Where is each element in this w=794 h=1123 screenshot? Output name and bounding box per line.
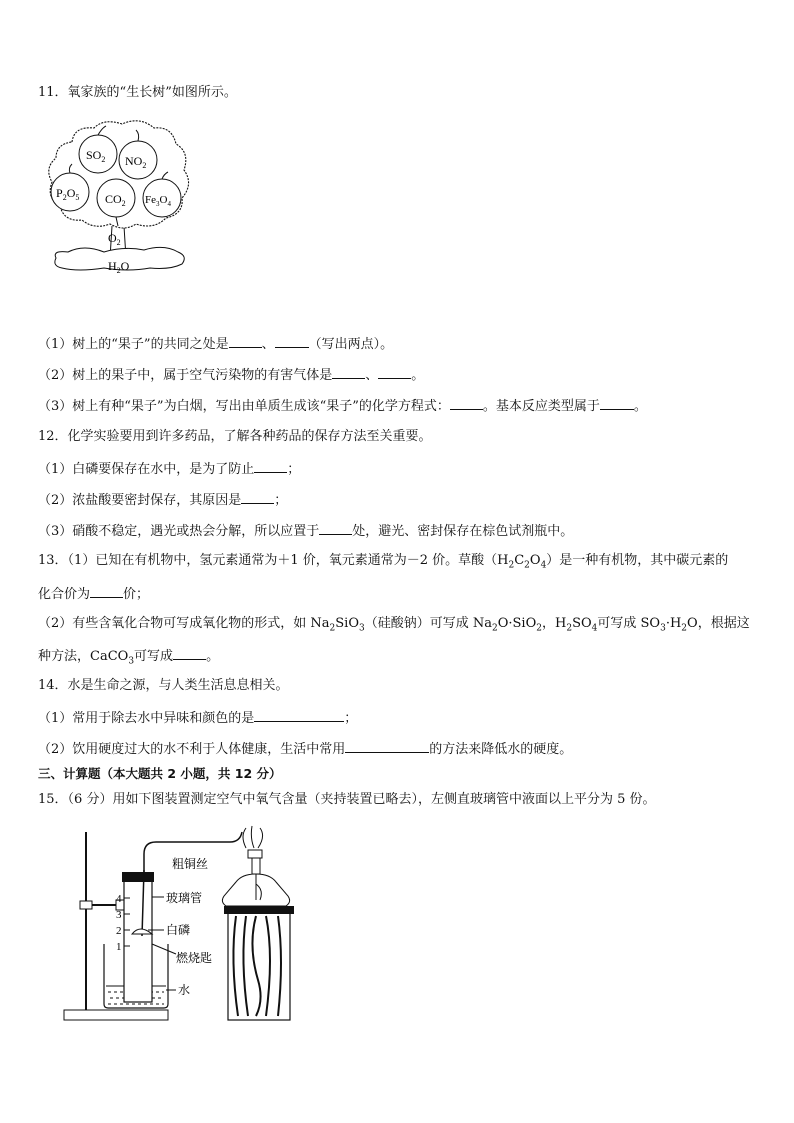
- answer-blank[interactable]: [241, 490, 274, 504]
- answer-blank[interactable]: [229, 334, 262, 348]
- q11-part2: （2）树上的果子中，属于空气污染物的有害气体是 、 。: [38, 365, 424, 385]
- oxygen-family-tree-figure: [44, 118, 194, 284]
- label-glass-tube: 玻璃管: [166, 891, 203, 905]
- label-water: 水: [178, 983, 191, 997]
- oxygen-content-apparatus-figure: [60, 820, 300, 1030]
- answer-blank[interactable]: [319, 521, 352, 535]
- answer-blank[interactable]: [378, 365, 411, 379]
- q14-part2: （2）饮用硬度过大的水不利于人体健康，生活中常用 的方法来降低水的硬度。: [38, 739, 572, 759]
- fruit-fe3o4-label: $Fe_3O_4$: [145, 194, 171, 208]
- answer-blank[interactable]: [254, 459, 287, 473]
- q12-part1: （1）白磷要保存在水中，是为了防止 ；: [38, 459, 300, 479]
- label-white-phosphorus: 白磷: [166, 923, 191, 937]
- fruit-p2o5-label: $P_2O_5$: [56, 186, 80, 202]
- fruit-so2-label: $SO_2$: [86, 148, 106, 164]
- ground-h2o-label: $H_2O$: [108, 259, 130, 275]
- q13-part1-line1: 13．（1）已知在有机物中，氢元素通常为＋1 价，氧元素通常为－2 价。草酸$(H_2C_2O_4)$是一种有机物，其中碳元素的: [38, 553, 729, 571]
- q14-stem: 14．水是生命之源，与人类生活息息相关。: [38, 678, 289, 693]
- q12-part3: （3）硝酸不稳定，遇光或热会分解，所以应置于 处，避光、密封保存在棕色试剂瓶中。: [38, 521, 573, 541]
- fruit-no2-label: $NO_2$: [125, 154, 147, 170]
- scale-2: 2: [116, 925, 122, 937]
- label-copper-wire: 粗铜丝: [172, 857, 209, 871]
- answer-blank[interactable]: [345, 739, 429, 753]
- fruit-co2-label: $CO_2$: [105, 192, 126, 208]
- scale-4: 4: [116, 893, 122, 905]
- scale-1: 1: [116, 941, 122, 953]
- answer-blank[interactable]: [173, 646, 206, 660]
- trunk-o2-label: $O_2$: [108, 231, 121, 247]
- section-title: 三、计算题（本大题共 2 小题，共 12 分）: [38, 766, 282, 781]
- q14-part1: （1）常用于除去水中异味和颜色的是 ；: [38, 708, 357, 728]
- q13-part2-line1: （2）有些含氧化合物可写成氧化物的形式，如 $Na_2SiO_3$（硅酸钠）可写成 $Na_2O\cdot SiO_2$，$H_2SO_4$可写成 $SO_3\cdot H_2O$，根据这: [38, 616, 750, 634]
- answer-blank[interactable]: [90, 584, 123, 598]
- answer-blank[interactable]: [332, 365, 365, 379]
- answer-blank[interactable]: [254, 708, 344, 722]
- q13-part1-line2: 化合价为 价；: [38, 584, 149, 604]
- q11-part3: （3）树上有种“果子”为白烟，写出由单质生成该“果子”的化学方程式： 。基本反应类型属于 。: [38, 396, 647, 416]
- answer-blank[interactable]: [600, 396, 634, 410]
- scale-3: 3: [116, 909, 122, 921]
- q12-stem: 12．化学实验要用到许多药品，了解各种药品的保存方法至关重要。: [38, 429, 432, 444]
- answer-blank[interactable]: [275, 334, 309, 348]
- q11-part1: （1）树上的“果子”的共同之处是 、 （写出两点）。: [38, 334, 393, 354]
- q15-stem: 15．（6 分）用如下图装置测定空气中氧气含量（夹持装置已略去），左侧直玻璃管中液面以上平分为 5 份。: [38, 792, 656, 807]
- q11-stem: 11．氧家族的“生长树”如图所示。: [38, 85, 237, 100]
- label-combustion-spoon: 燃烧匙: [176, 951, 213, 965]
- q12-part2: （2）浓盐酸要密封保存，其原因是 ；: [38, 490, 287, 510]
- answer-blank[interactable]: [450, 396, 483, 410]
- q13-part2-line2: 种方法，CaCO$_3$可写成 。: [38, 646, 219, 666]
